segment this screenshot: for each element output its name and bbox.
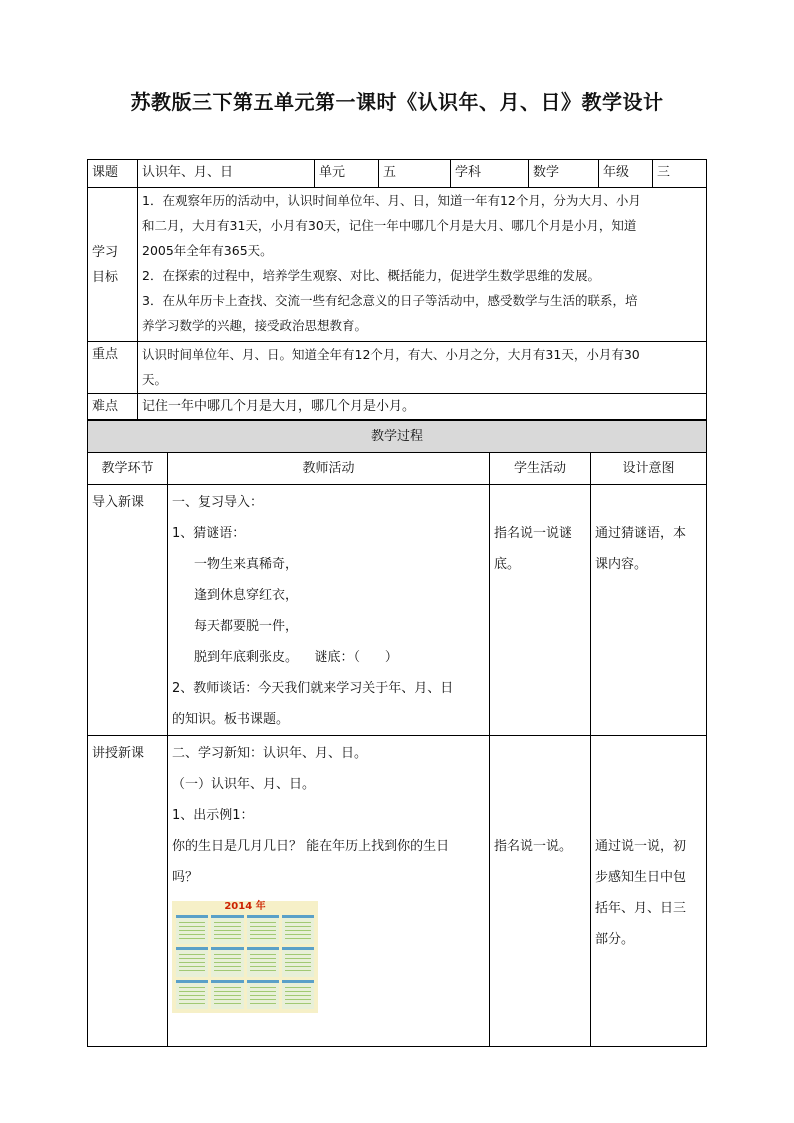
goals-line: 1．在观察年历的活动中，认识时间单位年、月、日，知道一年有12个月，分为大月、小月 [142, 193, 641, 208]
design-line: 课内容。 [595, 557, 648, 572]
header-design: 设计意图 [591, 453, 707, 485]
table-row [88, 485, 707, 736]
goals-label-line: 学习 [92, 244, 119, 260]
calendar-year: 2014 年 [224, 901, 266, 912]
difficult-content: 记住一年中哪几个月是大月，哪几个月是小月。 [138, 394, 707, 420]
goals-line: 养学习数学的兴趣，接受政治思想教育。 [142, 318, 368, 333]
design-line: 通过说一说，初 [595, 839, 687, 854]
grade-value: 三 [653, 160, 707, 188]
riddle-line: 逢到休息穿红衣， [194, 588, 299, 603]
design-line: 通过猜谜语，本 [595, 526, 687, 541]
subject-label: 学科 [451, 160, 529, 188]
goals-line: 3．在从年历卡上查找、交流一些有纪念意义的日子等活动中，感受数学与生活的联系，培 [142, 293, 638, 308]
info-table [87, 159, 707, 420]
difficult-label: 难点 [88, 394, 138, 420]
goals-line: 和二月，大月有31天，小月有30天，记住一年中哪几个月是大月、哪几个月是小月，知道 [142, 218, 637, 233]
teacher-line: 的知识。板书课题。 [172, 712, 290, 727]
student-line: 底。 [494, 557, 521, 572]
page-title: 苏教版三下第五单元第一课时《认识年、月、日》教学设计 [130, 90, 664, 114]
goals-content [138, 188, 707, 342]
unit-value: 五 [379, 160, 451, 188]
header-stage: 教学环节 [88, 453, 168, 485]
riddle-line: 一物生来真稀奇， [194, 557, 299, 572]
teacher-line: 1、猜谜语： [172, 526, 246, 541]
goals-label [88, 188, 138, 342]
teacher-line: （一）认识年、月、日。 [172, 777, 316, 792]
header-student: 学生活动 [490, 453, 591, 485]
design-new [591, 736, 707, 1047]
teacher-line: 2、教师谈话：今天我们就来学习关于年、月、日 [172, 681, 454, 696]
design-line: 步感知生日中包 [595, 870, 687, 885]
teacher-line: 一、复习导入： [172, 495, 264, 510]
topic-value: 认识年、月、日 [138, 160, 315, 188]
student-line: 指名说一说。 [494, 839, 573, 854]
process-table [87, 420, 707, 1047]
stage-new: 讲授新课 [88, 736, 168, 1047]
student-new [490, 736, 591, 1047]
riddle-line: 每天都要脱一件， [194, 619, 299, 634]
subject-value: 数学 [529, 160, 599, 188]
teacher-intro [168, 485, 490, 736]
student-intro [490, 485, 591, 736]
goals-line: 2005年全年有365天。 [142, 243, 273, 258]
unit-label: 单元 [315, 160, 379, 188]
key-line: 天。 [142, 372, 168, 387]
topic-label: 课题 [88, 160, 138, 188]
design-line: 部分。 [595, 932, 635, 947]
key-content [138, 342, 707, 394]
calendar-image [172, 901, 318, 1013]
student-line: 指名说一说谜 [494, 526, 573, 541]
goals-label-line: 目标 [92, 269, 119, 285]
key-label: 重点 [88, 342, 138, 394]
teacher-line: 二、学习新知：认识年、月、日。 [172, 746, 368, 761]
teacher-line: 吗？ [172, 870, 199, 885]
design-intro [591, 485, 707, 736]
process-title: 教学过程 [88, 421, 707, 453]
stage-intro: 导入新课 [88, 485, 168, 736]
design-line: 括年、月、日三 [595, 901, 687, 916]
riddle-line: 脱到年底剩张皮。 谜底：（ ） [194, 650, 398, 665]
grade-label: 年级 [599, 160, 653, 188]
teacher-line: 1、出示例1： [172, 808, 254, 823]
key-line: 认识时间单位年、月、日。知道全年有12个月，有大、小月之分，大月有31天，小月有30 [142, 347, 640, 362]
teacher-new [168, 736, 490, 1047]
goals-line: 2．在探索的过程中，培养学生观察、对比、概括能力，促进学生数学思维的发展。 [142, 268, 600, 283]
table-row [88, 736, 707, 1047]
header-teacher: 教师活动 [168, 453, 490, 485]
teacher-line: 你的生日是几月几日？ 能在年历上找到你的生日 [172, 839, 450, 854]
